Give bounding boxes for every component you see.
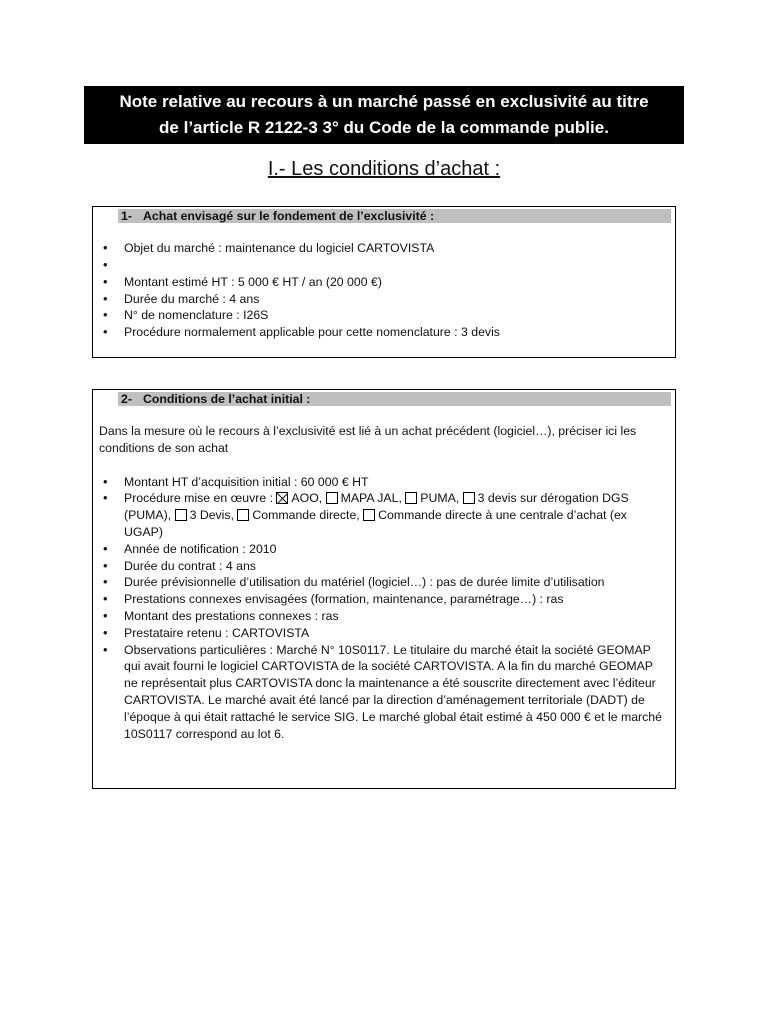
option-label: PUMA, [420, 491, 460, 506]
list-item: • N° de nomenclature : I26S [93, 307, 675, 324]
checkbox-3-devis-dgs[interactable] [463, 492, 475, 504]
document-title [84, 86, 684, 144]
initial-purchase-list [93, 474, 675, 743]
checkbox-puma[interactable] [405, 492, 417, 504]
initial-purchase-number: 2- [121, 392, 132, 406]
initial-purchase-title: Conditions de l’achat initial : [143, 392, 311, 406]
purchase-box-title: Achat envisagé sur le fondement de l’exclusivité : [143, 209, 435, 223]
option-label: 3 devis sur dérogation DGS (PUMA), [124, 491, 629, 523]
observations-item: • Observations particulières : Marché N° 10S0117. Le titulaire du marché était la société GEOMAP qui avait fourni le logiciel CARTOVISTA de la société CARTOVISTA. A la fin du marché GEOMAP ne représentait plus CARTOVISTA donc la maintenance a été souscrite directement avec l’éditeur CARTOVISTA. Le marché avait été lancé par la direction d’aménagement territoriale (DADT) de l’époque à qui était rattaché le service SIG. Le marché global était estimé à 450 000 € et le marché 10S0117 correspond au lot 6. [93, 642, 675, 743]
list-item: • Procédure normalement applicable pour cette nomenclature : 3 devis [93, 324, 675, 341]
purchase-list [93, 240, 675, 341]
list-item: • Durée du contrat : 4 ans [93, 558, 675, 575]
option-label: AOO, [291, 491, 323, 506]
list-item: • Année de notification : 2010 [93, 541, 675, 558]
checkbox-mapa-jal[interactable] [326, 492, 338, 504]
option-label: 3 Devis, [189, 508, 234, 523]
checkbox-commande-directe[interactable] [237, 509, 249, 521]
list-item: • Objet du marché : maintenance du logiciel CARTOVISTA [93, 240, 675, 257]
initial-purchase-box [92, 389, 676, 789]
section-heading: I.- Les conditions d’achat : [267, 158, 501, 180]
list-item: • Montant des prestations connexes : ras [93, 608, 675, 625]
checkbox-3-devis[interactable] [175, 509, 187, 521]
list-item: • Prestations connexes envisagées (formation, maintenance, paramétrage…) : ras [93, 591, 675, 608]
purchase-box-number: 1- [121, 209, 132, 223]
list-item: • Durée du marché : 4 ans [93, 291, 675, 308]
purchase-box-heading [118, 209, 671, 223]
checkbox-centrale-achat[interactable] [363, 509, 375, 521]
checkbox-aoo[interactable] [276, 492, 288, 504]
intro-paragraph: Dans la mesure où le recours à l’exclusivité est lié à un achat précédent (logiciel…), préciser ici les conditions de son achat [99, 424, 637, 455]
initial-purchase-heading [118, 392, 671, 406]
title-line-2: de l’article R 2122-3 3° du Code de la commande publie. [159, 118, 609, 137]
list-item: • Prestataire retenu : CARTOVISTA [93, 625, 675, 642]
title-line-1: Note relative au recours à un marché passé en exclusivité au titre [119, 92, 649, 111]
procedure-item [93, 490, 675, 540]
list-item: • Montant HT d’acquisition initial : 60 000 € HT [93, 474, 675, 491]
list-item: • Durée prévisionnelle d’utilisation du matériel (logiciel…) : pas de durée limite d’utilisation [93, 574, 675, 591]
option-label: Commande directe, [252, 508, 360, 523]
option-label: Commande directe à une centrale d’achat (ex UGAP) [124, 508, 627, 539]
list-item: • Montant estimé HT : 5 000 € HT / an (20 000 €) [93, 274, 675, 291]
option-label: MAPA JAL, [340, 491, 402, 506]
procedure-label: Procédure mise en œuvre : [124, 491, 273, 506]
purchase-box [92, 206, 676, 358]
